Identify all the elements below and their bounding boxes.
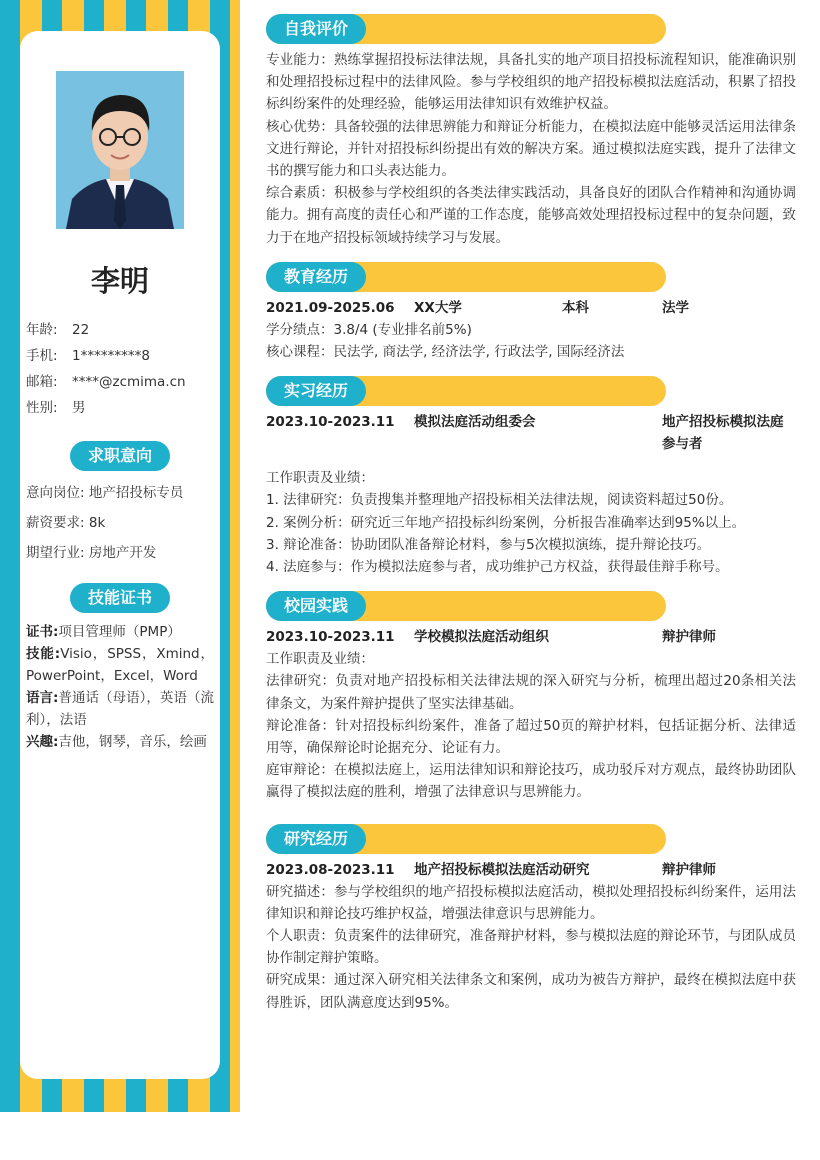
info-email bbox=[26, 373, 216, 399]
intent-value: 房地产开发 bbox=[88, 545, 157, 561]
section-title: 教育经历 bbox=[266, 262, 366, 292]
section-header-campus bbox=[266, 591, 666, 621]
skill-label: 兴趣: bbox=[26, 734, 59, 750]
section-title: 自我评价 bbox=[266, 14, 366, 44]
intent-row bbox=[26, 543, 216, 573]
info-age bbox=[26, 321, 216, 347]
research-role: 辩护律师 bbox=[662, 861, 716, 878]
internship-line: 4. 法庭参与：作为模拟法庭参与者，成功维护己方权益，获得最佳辩手称号。 bbox=[266, 559, 729, 576]
campus-line: 工作职责及业绩： bbox=[266, 651, 374, 668]
skill-item bbox=[26, 687, 214, 731]
info-value: 1*********8 bbox=[72, 348, 150, 364]
research-line: 个人职责：负责案件的法律研究，准备辩护材料，参与模拟法庭的辩论环节，与团队成员协作制定辩护策略。 bbox=[266, 928, 796, 967]
intent-heading: 求职意向 bbox=[70, 441, 170, 471]
campus-entry bbox=[266, 626, 796, 648]
intent-value: 地产招投标专员 bbox=[88, 485, 184, 501]
internship-line: 工作职责及业绩： bbox=[266, 470, 374, 487]
intent-label: 薪资要求: bbox=[26, 515, 85, 531]
info-label: 年龄: bbox=[26, 322, 58, 338]
intent-row bbox=[26, 513, 216, 543]
internship-entry bbox=[266, 411, 796, 455]
skill-value: 吉他，钢琴，音乐，绘画 bbox=[58, 734, 207, 750]
section-header-research bbox=[266, 824, 666, 854]
education-period: 2021.09-2025.06 bbox=[266, 299, 395, 316]
info-value: 22 bbox=[72, 322, 90, 338]
education-entry bbox=[266, 297, 796, 319]
internship-line: 2. 案例分析：研究近三年地产招投标纠纷案例，分析报告准确率达到95%以上。 bbox=[266, 514, 746, 531]
internship-line: 3. 辩论准备：协助团队准备辩论材料，参与5次模拟演练，提升辩论技巧。 bbox=[266, 536, 711, 553]
research-line: 研究成果：通过深入研究相关法律条文和案例，成功为被告方辩护，最终在模拟法庭中获得胜诉，团队满意度达到95%。 bbox=[266, 972, 796, 1011]
skills-heading: 技能证书 bbox=[70, 583, 170, 613]
profile-name: 李明 bbox=[90, 264, 149, 298]
info-label: 邮箱: bbox=[26, 374, 58, 390]
section-header-education bbox=[266, 262, 666, 292]
section-title: 实习经历 bbox=[266, 376, 366, 406]
profile-photo bbox=[56, 71, 184, 229]
research-line: 研究描述：参与学校组织的地产招投标模拟法庭活动，模拟处理招投标纠纷案件，运用法律知识和辩论技巧维护权益，增强法律意识与思辨能力。 bbox=[266, 883, 796, 922]
campus-period: 2023.10-2023.11 bbox=[266, 629, 395, 646]
skill-value: Visio，SPSS，Xmind，PowerPoint，Excel，Word bbox=[26, 646, 214, 684]
skill-label: 语言: bbox=[26, 690, 59, 706]
job-intent bbox=[26, 483, 216, 573]
internship-role: 地产招投标模拟法庭参与者 bbox=[662, 414, 784, 453]
main-content bbox=[266, 14, 796, 1014]
campus-line: 法律研究：负责对地产招投标相关法律法规的深入研究与分析，梳理出超过20条相关法律条文，为案件辩护提供了坚实法律基础。 bbox=[266, 673, 796, 712]
personal-info bbox=[26, 321, 216, 425]
research-period: 2023.08-2023.11 bbox=[266, 861, 395, 878]
skill-item bbox=[26, 621, 214, 643]
education-school: XX大学 bbox=[414, 299, 462, 316]
education-degree: 本科 bbox=[562, 299, 589, 316]
intent-row bbox=[26, 483, 216, 513]
info-value: 男 bbox=[72, 400, 86, 416]
self-eval-paragraph: 综合素质：积极参与学校组织的各类法律实践活动，具备良好的团队合作精神和沟通协调能力。拥有高度的责任心和严谨的工作态度，能够高效处理招投标过程中的复杂问题，致力于在地产招投标领域持续学习与发展。 bbox=[266, 185, 796, 246]
sidebar-card bbox=[20, 31, 220, 1079]
skill-label: 技能: bbox=[26, 646, 61, 662]
skill-item bbox=[26, 731, 214, 753]
internship-line: 1. 法律研究：负责搜集并整理地产招投标相关法律法规，阅读资料超过50份。 bbox=[266, 492, 733, 509]
info-gender bbox=[26, 399, 216, 425]
research-project: 地产招投标模拟法庭活动研究 bbox=[414, 861, 590, 878]
self-eval-paragraph: 专业能力：熟练掌握招投标法律法规，具备扎实的地产项目招投标流程知识，能准确识别和处理招投标过程中的法律风险。参与学校组织的地产招投标模拟法庭活动，积累了招投标纠纷案件的处理经验，能够运用法律知识有效维护权益。 bbox=[266, 52, 796, 113]
section-title: 校园实践 bbox=[266, 591, 366, 621]
skill-item bbox=[26, 643, 214, 687]
skill-value: 项目管理师（PMP） bbox=[58, 624, 181, 640]
info-value: ****@zcmima.cn bbox=[72, 374, 186, 390]
internship-org: 模拟法庭活动组委会 bbox=[414, 414, 536, 431]
info-phone bbox=[26, 347, 216, 373]
intent-label: 期望行业: bbox=[26, 545, 85, 561]
education-line: 学分绩点：3.8/4 (专业排名前5%) bbox=[266, 321, 472, 338]
campus-line: 庭审辩论：在模拟法庭上，运用法律知识和辩论技巧，成功驳斥对方观点，最终协助团队赢得了模拟法庭的胜利，增强了法律意识与思辨能力。 bbox=[266, 762, 796, 801]
research-entry bbox=[266, 859, 796, 881]
info-label: 性别: bbox=[26, 400, 58, 416]
campus-org: 学校模拟法庭活动组织 bbox=[414, 629, 549, 646]
intent-value: 8k bbox=[88, 515, 106, 531]
campus-role: 辩护律师 bbox=[662, 629, 716, 646]
section-header-self-eval bbox=[266, 14, 666, 44]
skill-label: 证书: bbox=[26, 624, 59, 640]
education-line: 核心课程：民法学, 商法学, 经济法学, 行政法学, 国际经济法 bbox=[266, 344, 625, 361]
skill-value: 普通话（母语），英语（流利），法语 bbox=[26, 690, 214, 728]
info-label: 手机: bbox=[26, 348, 58, 364]
skills-list bbox=[26, 621, 214, 753]
education-major: 法学 bbox=[662, 299, 689, 316]
section-title: 研究经历 bbox=[266, 824, 366, 854]
self-eval-paragraph: 核心优势：具备较强的法律思辨能力和辩证分析能力，在模拟法庭中能够灵活运用法律条文进行辩论，并针对招投标纠纷提出有效的解决方案。通过模拟法庭实践，提升了法律文书的撰写能力和口头表达能力。 bbox=[266, 118, 796, 180]
intent-label: 意向岗位: bbox=[26, 485, 85, 501]
section-header-internship bbox=[266, 376, 666, 406]
campus-line: 辩论准备：针对招投标纠纷案件，准备了超过50页的辩护材料，包括证据分析、法律适用等，确保辩论时论据充分、论证有力。 bbox=[266, 717, 796, 757]
internship-period: 2023.10-2023.11 bbox=[266, 414, 395, 431]
